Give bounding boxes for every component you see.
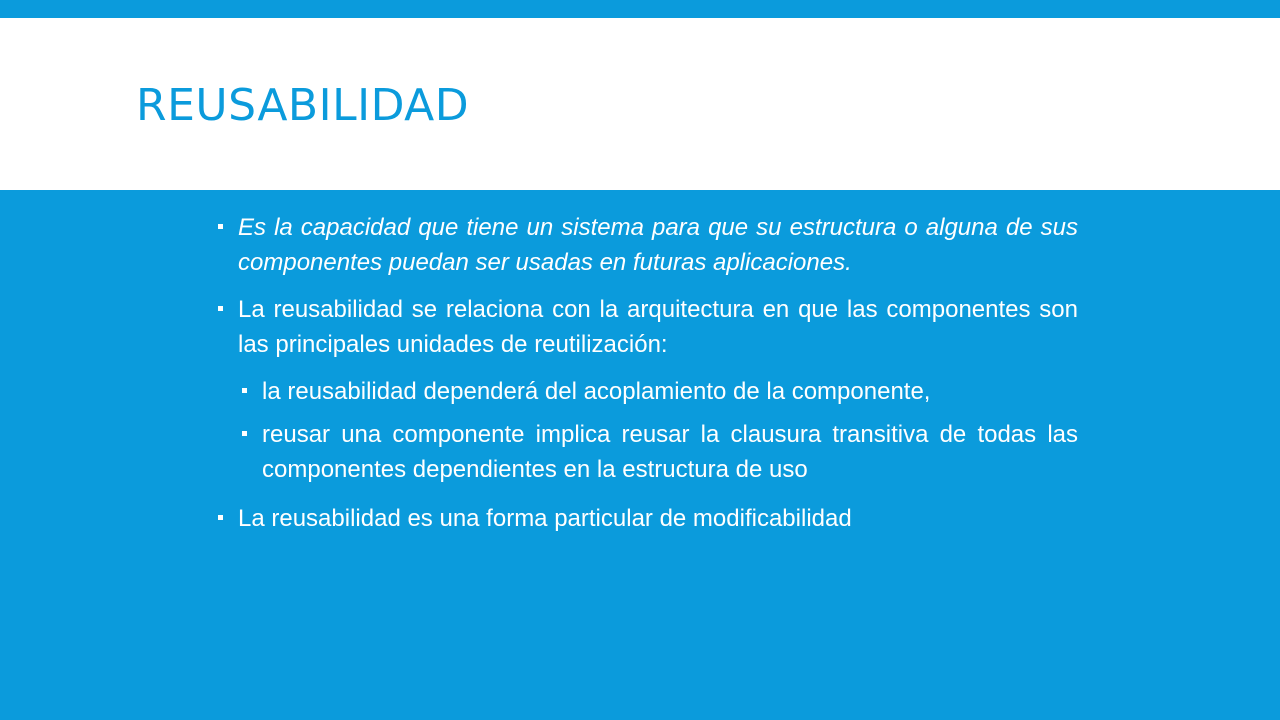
sub-bullet-item	[240, 374, 1078, 409]
square-bullet-icon	[242, 431, 247, 436]
bullet-text: Es la capacidad que tiene un sistema para que su estructura o alguna de sus componentes puedan ser usadas en futuras aplicaciones.	[238, 214, 1078, 276]
bullet-item	[216, 292, 1078, 362]
square-bullet-icon	[218, 224, 223, 229]
slide-title: REUSABILIDAD	[136, 80, 470, 131]
top-accent-bar	[0, 0, 1280, 18]
square-bullet-icon	[242, 388, 247, 393]
bullet-item	[216, 501, 1078, 536]
sub-bullet-item	[240, 417, 1078, 487]
sub-bullet-text: reusar una componente implica reusar la clausura transitiva de todas las componentes dependientes en la estructura de uso	[262, 421, 1078, 483]
sub-bullet-text: la reusabilidad dependerá del acoplamiento de la componente,	[262, 378, 931, 405]
bullet-item	[216, 210, 1078, 280]
bullet-text: La reusabilidad se relaciona con la arquitectura en que las componentes son las principales unidades de reutilización:	[238, 296, 1078, 358]
sub-bullet-list	[216, 374, 1078, 487]
bullet-text: La reusabilidad es una forma particular de modificabilidad	[238, 505, 852, 532]
square-bullet-icon	[218, 306, 223, 311]
bullet-list	[216, 210, 1078, 548]
square-bullet-icon	[218, 515, 223, 520]
